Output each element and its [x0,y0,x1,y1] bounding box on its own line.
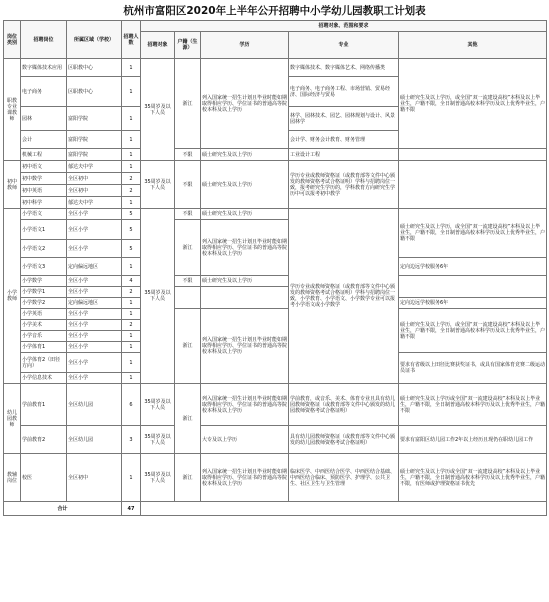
cell-education: 硕士研究生及以上学历 [201,209,289,220]
cell-hukou: 不限 [175,276,201,287]
cell-count: 1 [122,331,141,342]
cell-major: 工业设计工程 [289,149,399,161]
cell-area: 富阳学院 [67,149,122,161]
cell-count: 1 [122,298,141,309]
cell-hukou: 浙江 [175,454,201,502]
cell-other: 硕士研究生及以上学历或全国“双一流建设高校”本科及以上毕业生，户籍不限，全日制普通高校本科学历及以上优秀毕业生，户籍不限，有医师或护理资格证书优先 [399,454,547,502]
cell-education: 硕士研究生及以上学历 [201,149,289,161]
cell-area: 全区初中 [67,173,122,185]
cell-area: 全区小学 [67,373,122,384]
cell-count: 1 [122,59,141,77]
header-area: 所属区域（学校） [67,21,122,59]
cell-count: 2 [122,320,141,331]
cell-position: 小学数学1 [21,287,67,298]
cell-count: 1 [122,353,141,373]
total-count: 47 [122,502,141,516]
cell-position: 校医 [21,454,67,502]
cell-count: 5 [122,209,141,220]
cell-count: 2 [122,185,141,197]
cell-category: 小学教师 [4,209,21,384]
cell-area: 郁达夫中学 [67,197,122,209]
cell-position: 初中数学 [21,173,67,185]
cell-target: 35周岁及以下人员 [141,161,175,209]
cell-major: 林学、园林技术、园艺、园林规划与设计、风景园林学 [289,107,399,131]
cell-position: 小学体育2（田径方向） [21,353,67,373]
cell-major: 临床医学、中西医结合医学、中西医结合基础、中西医结合临床、预防医学、护理学、公共卫生、社区卫生与卫生管理 [289,454,399,502]
cell-hukou: 浙江 [175,220,201,276]
cell-major: 学前教育，或音乐、美术、体育专业且具有幼儿园教师资格证（或教育部等文件中心颁发的幼儿园教师资格考试合格证明） [289,384,399,426]
cell-major: 电子商务、电子商务工程、市场营销、贸易经济、国际经济与贸易 [289,77,399,107]
cell-other [399,276,547,298]
recruitment-table [3,20,547,516]
cell-other: 定向边远学校服务6年 [399,298,547,309]
cell-area: 全区幼儿园 [67,426,122,454]
header-category: 岗位类别 [4,21,21,59]
cell-count: 5 [122,240,141,258]
cell-education: 列入国家统一招生计划且毕业时能如期取得相应学历、学位证书的普通高等院校本科及以上学历 [201,220,289,276]
table-row [4,309,547,320]
total-row [4,502,547,516]
table-row [4,276,547,287]
cell-position: 小学语文1 [21,220,67,240]
header-other: 其他 [399,32,547,59]
cell-education: 列入国家统一招生计划且毕业时能如期取得相应学历、学位证书的普通高等院校本科及以上学历 [201,454,289,502]
total-label: 合计 [4,502,122,516]
cell-target: 35周岁及以下人员 [141,426,175,454]
cell-other: 硕士研究生及以上学历，或全国“双一流建设高校”本科及以上毕业生，户籍不限，全日制普通高校本科学历及以上优秀毕业生，户籍不限 [399,309,547,353]
table-row [4,209,547,220]
cell-area: 富阳学院 [67,107,122,131]
cell-count: 1 [122,161,141,173]
cell-position: 电子商务 [21,77,67,107]
cell-area: 全区小学 [67,209,122,220]
cell-count: 1 [122,342,141,353]
cell-area: 全区小学 [67,320,122,331]
cell-target: 35周岁及以下人员 [141,454,175,502]
header-education: 学历 [201,32,289,59]
cell-other: 硕士研究生及以上学历，或全国“双一流建设高校”本科及以上毕业生，户籍不限，全日制普通高校本科学历及以上优秀毕业生，户籍不限 [399,59,547,149]
cell-count: 1 [122,454,141,502]
header-requirements: 招聘对象、范围和要求 [141,21,547,32]
cell-hukou: 不限 [175,161,201,209]
cell-position: 初中科学 [21,197,67,209]
cell-position: 园林 [21,107,67,131]
table-row [4,149,547,161]
cell-education: 大专及以上学历 [201,426,289,454]
cell-position: 初中英语 [21,185,67,197]
cell-position: 会计 [21,131,67,149]
cell-count: 5 [122,220,141,240]
cell-position: 小学数学2 [21,298,67,309]
page-title: 杭州市富阳区2020年上半年公开招聘中小学幼儿园教职工计划表 [123,5,426,17]
cell-education: 硕士研究生及以上学历 [201,276,289,287]
cell-position: 小学语文2 [21,240,67,258]
table-row [4,161,547,173]
cell-position: 初中语文 [21,161,67,173]
cell-hukou: 不限 [175,209,201,220]
cell-position: 小学体育1 [21,342,67,353]
cell-major: 会计学、财务会计教育、财务管理 [289,131,399,149]
cell-area: 全区小学 [67,240,122,258]
cell-count: 1 [122,107,141,131]
cell-count: 2 [122,287,141,298]
cell-other: 要求有富阳区幼儿园工作2年以上经历且现仍在职幼儿园工作 [399,426,547,454]
cell-position: 数字媒体技术应用 [21,59,67,77]
header-major: 专业 [289,32,399,59]
cell-other: 硕士研究生及以上学历或全国“双一流建设高校”本科及以上毕业生，户籍不限，全日制普通高校本科学历及以上优秀毕业生，户籍不限 [399,384,547,426]
cell-hukou: 浙江 [175,59,201,149]
cell-area: 全区小学 [67,353,122,373]
cell-target: 35周岁及以下人员 [141,209,175,384]
cell-area: 富阳学院 [67,131,122,149]
cell-position: 小学音乐 [21,331,67,342]
cell-category: 职教专业课教师 [4,59,21,161]
table-row [4,426,547,454]
cell-education: 列入国家统一招生计划且毕业时能如期取得相应学历、学位证书的普通高等院校本科及以上学历 [201,59,289,149]
cell-position: 小学信息技术 [21,373,67,384]
cell-area: 全区小学 [67,342,122,353]
cell-other [399,149,547,161]
cell-hukou: 不限 [175,149,201,161]
cell-position: 学前教育2 [21,426,67,454]
cell-major: 学历专业或教师资格证（或教育部等文件中心颁发的教师资格考试合格证明）学科与招聘岗位一致，报考研究生学历的，学科教育方向研究生学历中可以报考初中教学 [289,161,399,209]
cell-position: 小学语文3 [21,258,67,276]
cell-other [399,161,547,209]
cell-area: 全区初中 [67,454,122,502]
header-position: 招聘岗位 [21,21,67,59]
cell-area: 郁达夫中学 [67,161,122,173]
cell-count: 4 [122,276,141,287]
cell-hukou: 浙江 [175,384,201,454]
cell-other: 硕士研究生及以上学历，或全国“双一流建设高校”本科及以上毕业生，户籍不限，全日制普通高校本科学历及以上优秀毕业生，户籍不限 [399,209,547,258]
table-row [4,454,547,502]
cell-target: 35周岁及以下人员 [141,384,175,426]
cell-area: 全区小学 [67,309,122,320]
cell-count: 1 [122,131,141,149]
table-row [4,384,547,426]
cell-area: 全区初中 [67,185,122,197]
cell-count: 2 [122,173,141,185]
cell-education: 列入国家统一招生计划且毕业时能如期取得相应学历、学位证书的普通高等院校本科及以上学历 [201,309,289,384]
cell-area: 定向偏远地区 [67,298,122,309]
cell-position: 小学英语 [21,309,67,320]
cell-major: 具有幼儿园教师资格证（或教育部等文件中心颁发的幼儿园教师资格考试合格证明） [289,426,399,454]
cell-count: 1 [122,309,141,320]
cell-count: 1 [122,77,141,107]
cell-area: 全区小学 [67,220,122,240]
cell-position: 小学语文 [21,209,67,220]
cell-count: 1 [122,197,141,209]
header-hukou: 户籍（生源） [175,32,201,59]
cell-position: 小学美术 [21,320,67,331]
header-count: 招聘人数 [122,21,141,59]
cell-education: 列入国家统一招生计划且毕业时能如期取得相应学历、学位证书的普通高等院校本科及以上学历 [201,384,289,426]
cell-area: 区职教中心 [67,77,122,107]
cell-area: 全区幼儿园 [67,384,122,426]
cell-position: 小学数学 [21,276,67,287]
header-target: 招聘对象 [141,32,175,59]
cell-category: 幼儿园教师 [4,384,21,454]
cell-count: 1 [122,258,141,276]
cell-hukou: 浙江 [175,309,201,384]
cell-category: 初中教师 [4,161,21,209]
table-row [4,59,547,77]
cell-count: 6 [122,384,141,426]
cell-target: 35周岁及以下人员 [141,59,175,161]
cell-category: 教辅岗位 [4,454,21,502]
cell-position: 机械工程 [21,149,67,161]
cell-area: 全区小学 [67,276,122,287]
cell-other: 定向边远学校服务6年 [399,258,547,276]
cell-area: 全区小学 [67,287,122,298]
cell-other: 要求有省级以上田径比赛获奖证书，或具有国家体育竞赛二级运动员证书 [399,353,547,384]
cell-count: 1 [122,373,141,384]
cell-position: 学前教育1 [21,384,67,426]
cell-major: 数字媒体技术、数字媒体艺术、网络传播类 [289,59,399,77]
cell-area: 定向偏远地区 [67,258,122,276]
cell-count: 1 [122,149,141,161]
cell-area: 区职教中心 [67,59,122,77]
cell-area: 全区小学 [67,331,122,342]
cell-major: 学历专业或教师资格证（或教育部等文件中心颁发的教师资格考试合格证明）学科与招聘岗位一致，小学教育、小学语文、小学数学专业可以报考小学语文或小学数学 [289,209,399,384]
cell-count: 3 [122,426,141,454]
cell-education: 硕士研究生及以上学历 [201,161,289,209]
